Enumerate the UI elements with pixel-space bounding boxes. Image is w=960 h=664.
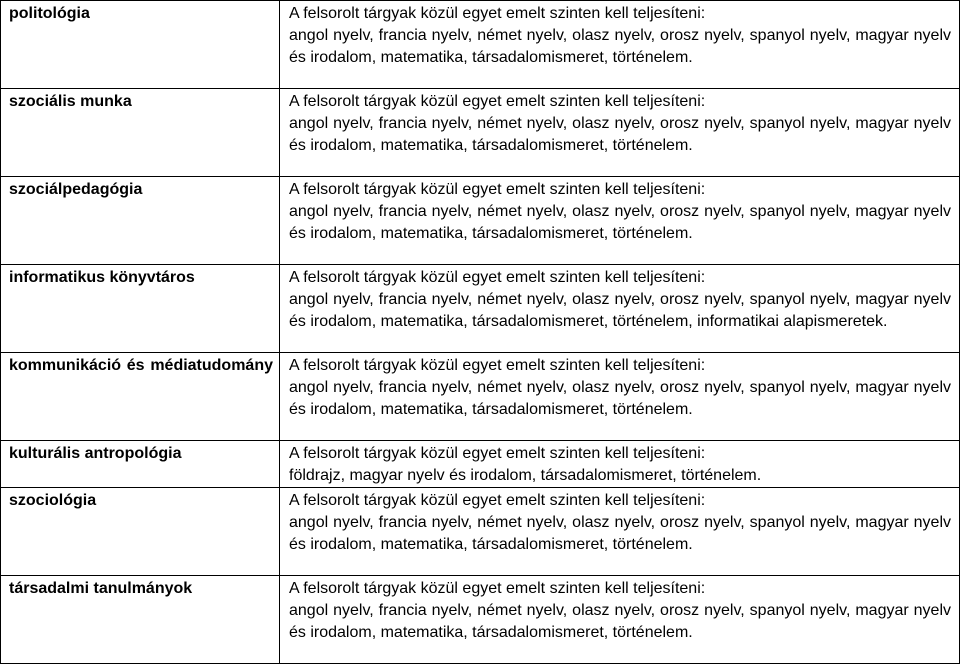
requirement-cell bbox=[280, 265, 960, 353]
requirement-lead: A felsorolt tárgyak közül egyet emelt szinten kell teljesíteni: bbox=[289, 357, 706, 374]
table-row bbox=[1, 177, 960, 265]
requirement-lead: A felsorolt tárgyak közül egyet emelt szinten kell teljesíteni: bbox=[289, 181, 706, 198]
subject-cell bbox=[1, 353, 280, 441]
requirement-cell bbox=[280, 353, 960, 441]
subject-name: informatikus könyvtáros bbox=[9, 269, 195, 286]
table-row bbox=[1, 1, 960, 89]
subject-cell bbox=[1, 177, 280, 265]
subject-name: szociálpedagógia bbox=[9, 181, 143, 198]
requirement-lead: A felsorolt tárgyak közül egyet emelt szinten kell teljesíteni: bbox=[289, 5, 706, 22]
table-row bbox=[1, 265, 960, 353]
requirement-lead: A felsorolt tárgyak közül egyet emelt szinten kell teljesíteni: bbox=[289, 93, 706, 110]
subject-list: angol nyelv, francia nyelv, német nyelv, olasz nyelv, orosz nyelv, spanyol nyelv, magyar nyelv és irodalom, matematika, társadalomismeret, történelem. bbox=[289, 602, 951, 641]
table-row bbox=[1, 441, 960, 488]
table-row bbox=[1, 576, 960, 664]
subject-cell bbox=[1, 576, 280, 664]
subject-cell bbox=[1, 1, 280, 89]
requirement-cell bbox=[280, 89, 960, 177]
subject-name: szociológia bbox=[9, 492, 97, 509]
subject-cell bbox=[1, 488, 280, 576]
subject-name: társadalmi tanulmányok bbox=[9, 580, 193, 597]
subject-list: angol nyelv, francia nyelv, német nyelv, olasz nyelv, orosz nyelv, spanyol nyelv, magyar nyelv és irodalom, matematika, társadalomismeret, történelem. bbox=[289, 379, 951, 418]
subject-list: angol nyelv, francia nyelv, német nyelv, olasz nyelv, orosz nyelv, spanyol nyelv, magyar nyelv és irodalom, matematika, társadalomismeret, történelem. bbox=[289, 514, 951, 553]
subject-list: angol nyelv, francia nyelv, német nyelv, olasz nyelv, orosz nyelv, spanyol nyelv, magyar nyelv és irodalom, matematika, társadalomismeret, történelem. bbox=[289, 27, 951, 66]
table-row bbox=[1, 353, 960, 441]
subject-name: szociális munka bbox=[9, 93, 132, 110]
requirement-lead: A felsorolt tárgyak közül egyet emelt szinten kell teljesíteni: bbox=[289, 580, 706, 597]
table-row bbox=[1, 89, 960, 177]
requirement-cell bbox=[280, 576, 960, 664]
requirement-cell bbox=[280, 177, 960, 265]
subject-name: kulturális antropológia bbox=[9, 445, 182, 462]
subject-list: földrajz, magyar nyelv és irodalom, társadalomismeret, történelem. bbox=[289, 467, 762, 484]
subject-name: politológia bbox=[9, 5, 90, 22]
requirement-lead: A felsorolt tárgyak közül egyet emelt szinten kell teljesíteni: bbox=[289, 269, 706, 286]
requirement-lead: A felsorolt tárgyak közül egyet emelt szinten kell teljesíteni: bbox=[289, 492, 706, 509]
requirement-lead: A felsorolt tárgyak közül egyet emelt szinten kell teljesíteni: bbox=[289, 445, 706, 462]
subject-cell bbox=[1, 89, 280, 177]
subject-list: angol nyelv, francia nyelv, német nyelv, olasz nyelv, orosz nyelv, spanyol nyelv, magyar nyelv és irodalom, matematika, társadalomismeret, történelem. bbox=[289, 203, 951, 242]
requirement-cell bbox=[280, 488, 960, 576]
table-row bbox=[1, 488, 960, 576]
subject-list: angol nyelv, francia nyelv, német nyelv, olasz nyelv, orosz nyelv, spanyol nyelv, magyar nyelv és irodalom, matematika, társadalomismeret, történelem, informatikai alapismeretek. bbox=[289, 291, 951, 330]
subject-list: angol nyelv, francia nyelv, német nyelv, olasz nyelv, orosz nyelv, spanyol nyelv, magyar nyelv és irodalom, matematika, társadalomismeret, történelem. bbox=[289, 115, 951, 154]
requirement-cell bbox=[280, 441, 960, 488]
subject-name: kommunikáció és médiatudomány bbox=[9, 357, 273, 374]
subject-cell bbox=[1, 265, 280, 353]
requirement-cell bbox=[280, 1, 960, 89]
subject-cell bbox=[1, 441, 280, 488]
